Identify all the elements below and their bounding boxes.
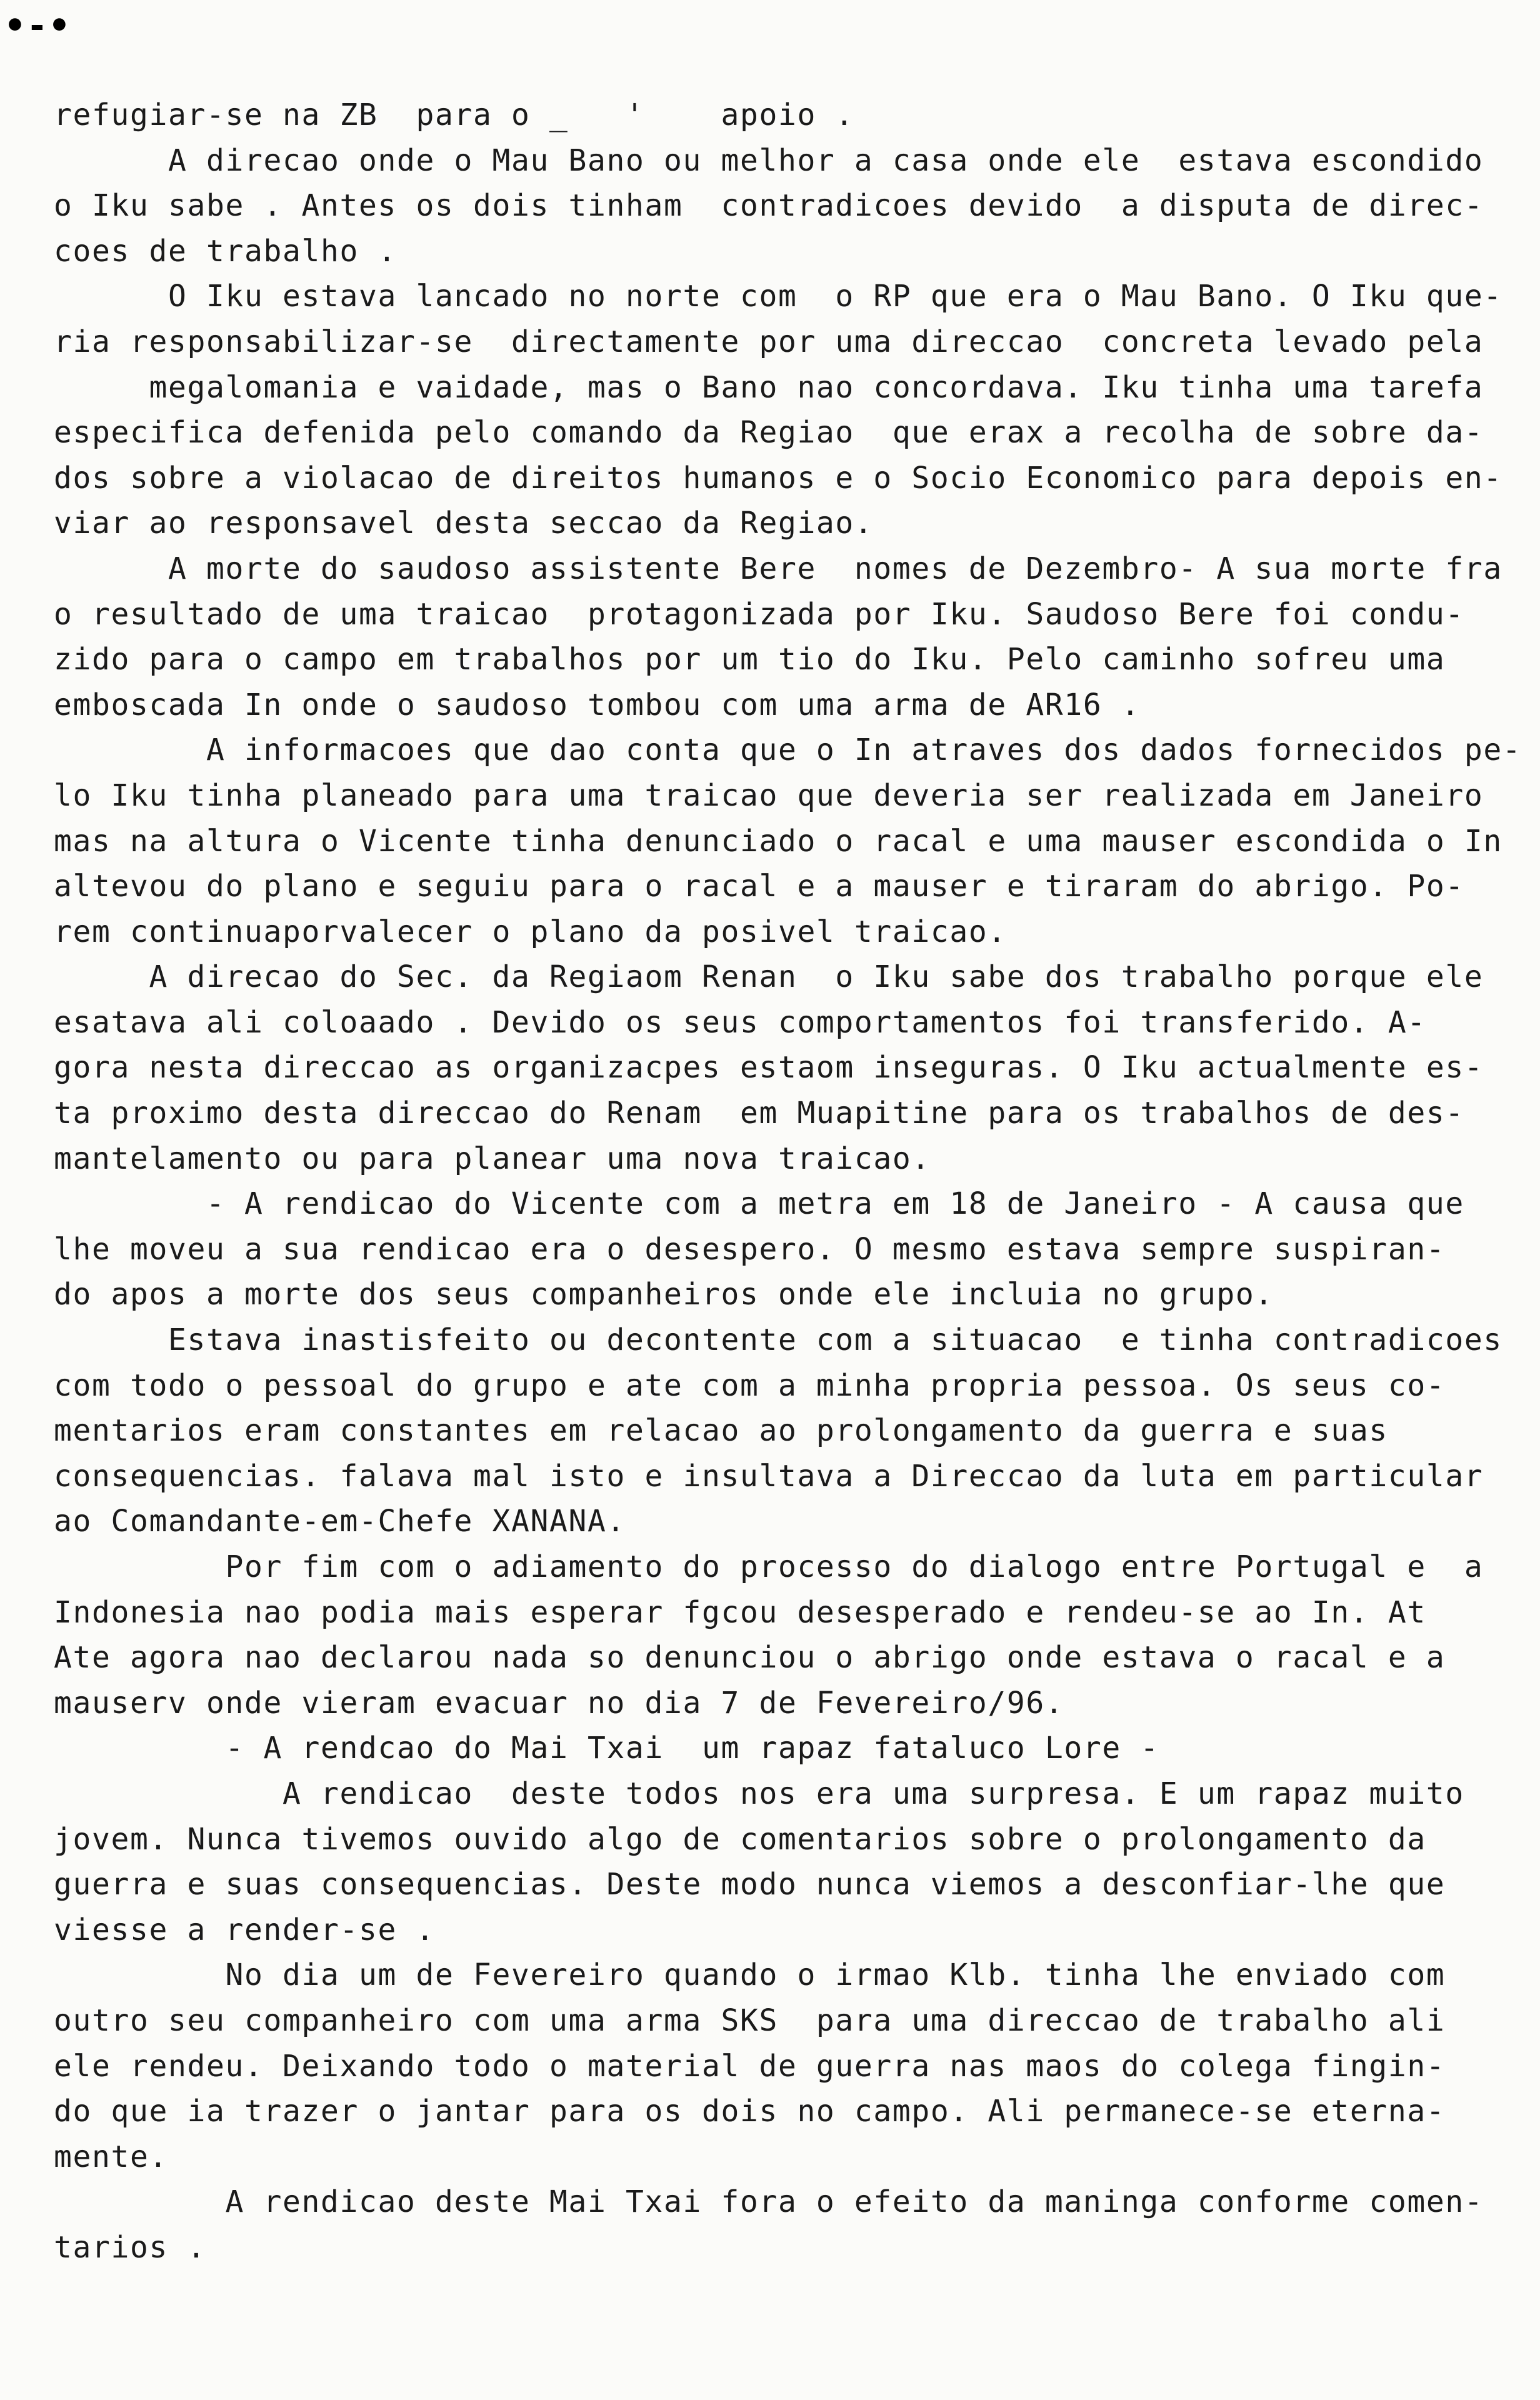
text-line: Por fim com o adiamento do processo do dialogo entre Portugal e a — [54, 1549, 1484, 1584]
text-line: rem continuaporvalecer o plano da posivel traicao. — [54, 914, 1007, 949]
text-line: tarios . — [54, 2229, 206, 2265]
text-line: ria responsabilizar-se directamente por uma direccao concreta levado pela — [54, 324, 1484, 359]
text-line: viesse a render-se . — [54, 1912, 435, 1948]
text-line: A rendicao deste Mai Txai fora o efeito da maninga conforme comen- — [54, 2184, 1484, 2220]
text-line: zido para o campo em trabalhos por um tio do Iku. Pelo caminho sofreu uma — [54, 642, 1446, 678]
text-line: altevou do plano e seguiu para o racal e a mauser e tiraram do abrigo. Po- — [54, 869, 1464, 904]
text-line: Estava inastisfeito ou decontente com a situacao e tinha contradicoes — [54, 1322, 1502, 1358]
text-line: A informacoes que dao conta que o In atraves dos dados fornecidos pe- — [54, 732, 1522, 768]
text-line: A direcao do Sec. da Regiaom Renan o Iku sabe dos trabalho porque ele — [54, 959, 1484, 995]
text-line: outro seu companheiro com uma arma SKS para uma direccao de trabalho ali — [54, 2002, 1446, 2038]
text-line: A rendicao deste todos nos era uma surpresa. E um rapaz muito — [54, 1776, 1464, 1811]
text-line: mauserv onde vieram evacuar no dia 7 de Fevereiro/96. — [54, 1685, 1064, 1721]
text-line: mentarios eram constantes em relacao ao prolongamento da guerra e suas — [54, 1413, 1388, 1449]
corner-punch-mark: •-• — [4, 6, 74, 46]
text-line: gora nesta direccao as organizacpes estaom inseguras. O Iku actualmente es- — [54, 1050, 1484, 1086]
text-line: mantelamento ou para planear uma nova traicao. — [54, 1141, 931, 1176]
text-line: coes de trabalho . — [54, 233, 397, 269]
text-line: Indonesia nao podia mais esperar fgcou desesperado e rendeu-se ao In. At — [54, 1594, 1426, 1630]
text-line: mas na altura o Vicente tinha denunciado o racal e uma mauser escondida o In — [54, 823, 1502, 859]
text-line: ta proximo desta direccao do Renam em Muapitine para os trabalhos de des- — [54, 1096, 1464, 1131]
text-line: do que ia trazer o jantar para os dois no campo. Ali permanece-se eterna- — [54, 2094, 1446, 2129]
text-line: - A rendcao do Mai Txai um rapaz fataluco Lore - — [54, 1731, 1159, 1766]
typed-text-body — [54, 92, 1522, 2271]
text-line: esatava ali coloaado . Devido os seus comportamentos foi transferido. A- — [54, 1004, 1426, 1040]
text-line: guerra e suas consequencias. Deste modo nunca viemos a desconfiar-lhe que — [54, 1867, 1446, 1902]
text-line: do apos a morte dos seus companheiros onde ele incluia no grupo. — [54, 1277, 1274, 1312]
text-line: No dia um de Fevereiro quando o irmao Klb. tinha lhe enviado com — [54, 1958, 1446, 1993]
text-line: megalomania e vaidade, mas o Bano nao concordava. Iku tinha uma tarefa — [54, 369, 1484, 405]
text-line: refugiar-se na ZB para o _ ' apoio . — [54, 98, 854, 132]
text-line: viar ao responsavel desta seccao da Regiao. — [54, 506, 874, 541]
text-line: emboscada In onde o saudoso tombou com uma arma de AR16 . — [54, 687, 1141, 722]
text-line: ele rendeu. Deixando todo o material de guerra nas maos do colega fingin- — [54, 2048, 1446, 2084]
text-line: o Iku sabe . Antes os dois tinham contradicoes devido a disputa de direc- — [54, 188, 1484, 224]
text-line: o resultado de uma traicao protagonizada por Iku. Saudoso Bere foi condu- — [54, 596, 1464, 632]
text-line: A morte do saudoso assistente Bere nomes de Dezembro- A sua morte fra — [54, 551, 1502, 586]
text-line: lo Iku tinha planeado para uma traicao que deveria ser realizada em Janeiro — [54, 778, 1484, 813]
text-line: consequencias. falava mal isto e insultava a Direccao da luta em particular — [54, 1458, 1484, 1494]
text-line: jovem. Nunca tivemos ouvido algo de comentarios sobre o prolongamento da — [54, 1821, 1426, 1857]
text-line: especifica defenida pelo comando da Regiao que erax a recolha de sobre da- — [54, 415, 1484, 451]
text-line: ao Comandante-em-Chefe XANANA. — [54, 1504, 626, 1539]
text-line: lhe moveu a sua rendicao era o desespero. O mesmo estava sempre suspiran- — [54, 1231, 1446, 1267]
text-line: com todo o pessoal do grupo e ate com a minha propria pessoa. Os seus co- — [54, 1368, 1446, 1403]
text-line: - A rendicao do Vicente com a metra em 18 de Janeiro - A causa que — [54, 1186, 1464, 1222]
text-line: dos sobre a violacao de direitos humanos e o Socio Economico para depois en- — [54, 460, 1502, 496]
text-line: O Iku estava lancado no norte com o RP que era o Mau Bano. O Iku que- — [54, 279, 1502, 314]
text-line: A direcao onde o Mau Bano ou melhor a casa onde ele estava escondido — [54, 142, 1484, 178]
text-line: Ate agora nao declarou nada so denunciou o abrigo onde estava o racal e a — [54, 1640, 1446, 1676]
text-line: mente. — [54, 2139, 168, 2174]
